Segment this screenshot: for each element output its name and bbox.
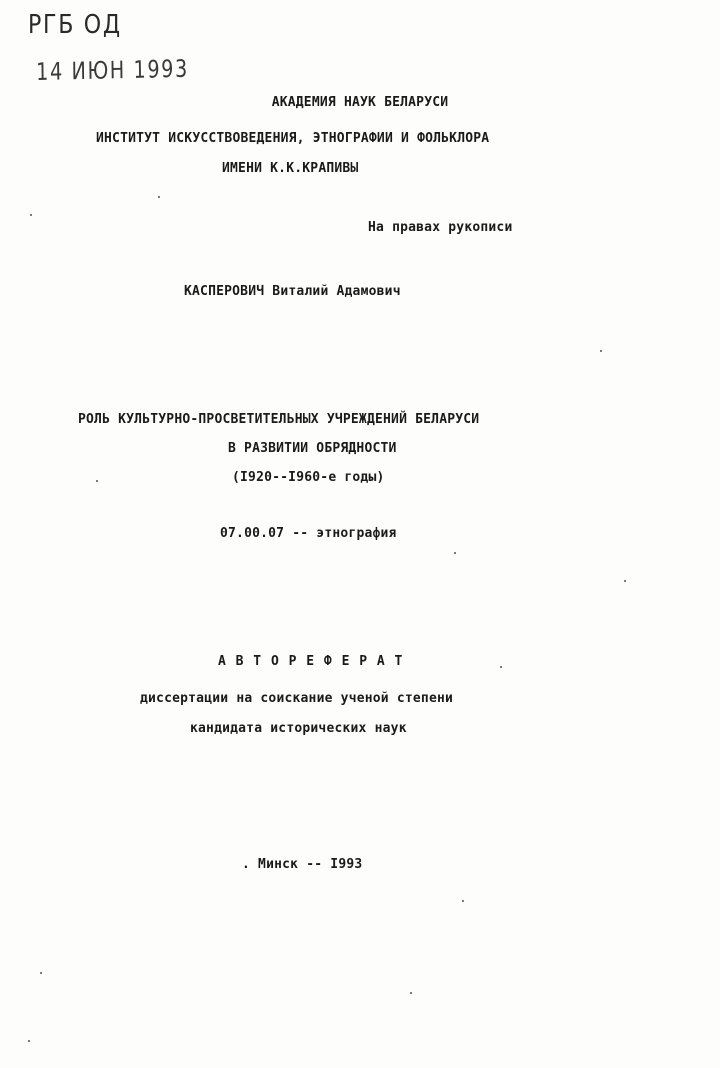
dissertation-line-2: кандидата исторических наук	[190, 721, 407, 736]
scan-speck	[624, 580, 626, 582]
scan-speck	[410, 992, 412, 994]
scan-speck	[40, 972, 42, 974]
scan-speck	[500, 666, 502, 668]
dissertation-line-1: диссертации на соискание ученой степени	[140, 691, 454, 706]
document-type-label: А В Т О Р Е Ф Е Р А Т	[218, 654, 404, 669]
institute-named-after: ИМЕНИ К.К.КРАПИВЫ	[222, 161, 359, 176]
academy-name: АКАДЕМИЯ НАУК БЕЛАРУСИ	[271, 95, 449, 110]
scan-speck	[28, 1040, 30, 1042]
library-stamp-date: 14 ИЮН 1993	[36, 54, 190, 86]
title-line-2: В РАЗВИТИИ ОБРЯДНОСТИ	[228, 441, 397, 456]
scan-speck	[454, 552, 456, 554]
scan-speck	[96, 480, 98, 482]
scan-speck	[30, 214, 32, 216]
author-name: КАСПЕРОВИЧ Виталий Адамович	[184, 284, 401, 299]
scan-speck	[158, 196, 160, 198]
scan-speck	[600, 350, 602, 352]
library-stamp-code: РГБ ОД	[28, 10, 122, 40]
title-line-3: (I920--I960-е годы)	[232, 470, 385, 485]
place-and-year: . Минск -- I993	[242, 857, 363, 872]
scan-speck	[462, 900, 464, 902]
specialty-code: 07.00.07 -- этнография	[220, 526, 397, 541]
title-line-1: РОЛЬ КУЛЬТУРНО-ПРОСВЕТИТЕЛЬНЫХ УЧРЕЖДЕНИЙ БЕЛАРУСИ	[78, 412, 480, 427]
institute-name: ИНСТИТУТ ИСКУССТВОВЕДЕНИЯ, ЭТНОГРАФИИ И ФОЛЬКЛОРА	[96, 131, 490, 146]
manuscript-rights-note: На правах рукописи	[368, 220, 513, 235]
